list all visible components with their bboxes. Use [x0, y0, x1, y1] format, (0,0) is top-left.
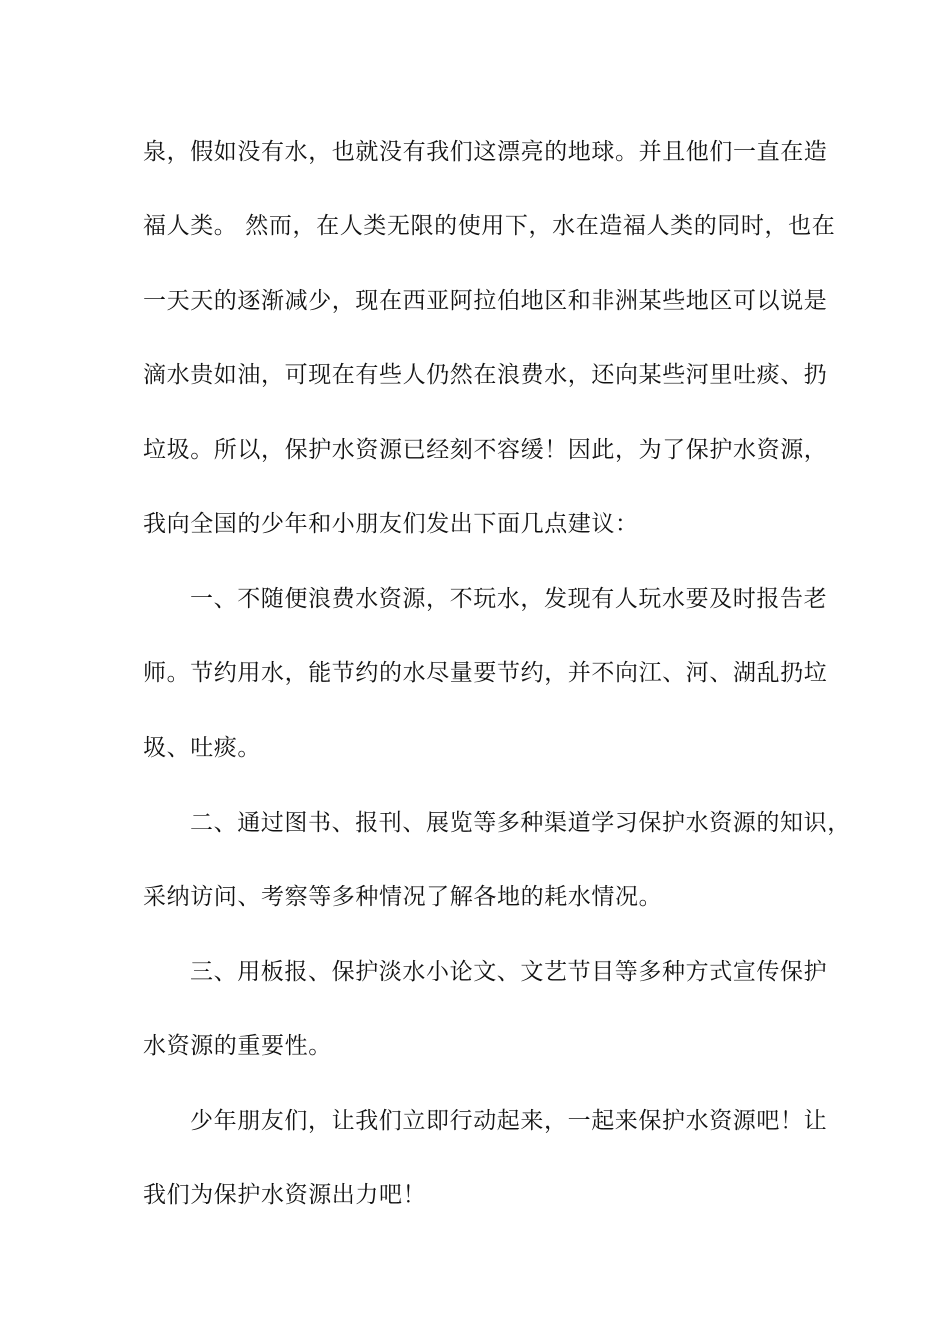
suggestion-3-line: 三、用板报、保护淡水小论文、文艺节目等多种方式宣传保护: [190, 959, 828, 985]
text-line: 福人类。 然而，在人类无限的使用下，水在造福人类的同时，也在: [143, 213, 836, 239]
text-line: 采纳访问、考察等多种情况了解各地的耗水情况。: [143, 884, 663, 910]
text-line: 我们为保护水资源出力吧！: [143, 1182, 427, 1208]
text-line: 滴水贵如油，可现在有些人仍然在浪费水，还向某些河里吐痰、扔: [143, 362, 828, 388]
text-line: 水资源的重要性。: [143, 1033, 332, 1059]
text-line: 垃圾。所以，保护水资源已经刻不容缓！因此，为了保护水资源，: [143, 437, 828, 463]
text-line: 我向全国的少年和小朋友们发出下面几点建议：: [143, 511, 639, 537]
suggestion-1-line: 一、不随便浪费水资源，不玩水，发现有人玩水要及时报告老: [190, 586, 828, 612]
text-line: 师。节约用水，能节约的水尽量要节约，并不向江、河、湖乱扔垃: [143, 660, 828, 686]
closing-paragraph-line: 少年朋友们，让我们立即行动起来，一起来保护水资源吧！让: [190, 1108, 828, 1134]
text-line: 一天天的逐渐减少，现在西亚阿拉伯地区和非洲某些地区可以说是: [143, 288, 828, 314]
suggestion-2-line: 二、通过图书、报刊、展览等多种渠道学习保护水资源的知识，: [190, 810, 851, 836]
text-line: 圾、吐痰。: [143, 735, 261, 761]
text-line: 泉，假如没有水，也就没有我们这漂亮的地球。并且他们一直在造: [143, 139, 828, 165]
